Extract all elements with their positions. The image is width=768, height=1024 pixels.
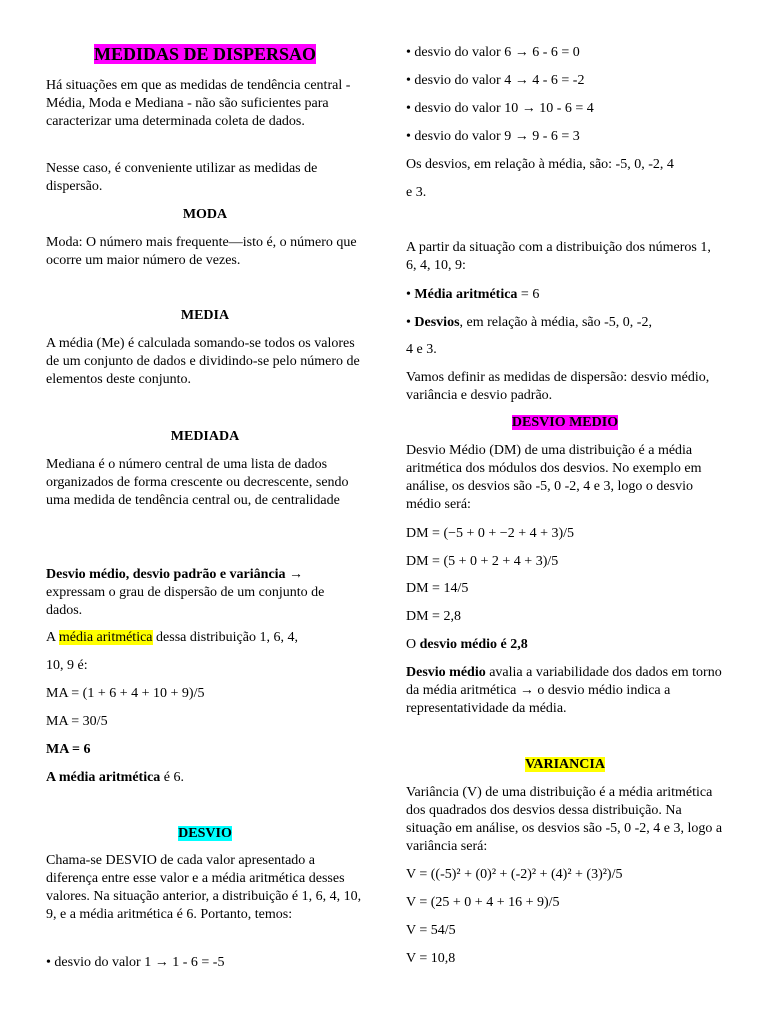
ma-equation-3: MA = 6 — [46, 742, 91, 757]
bullet-desvios — [406, 314, 724, 332]
intro-paragraph-1: Há situações em que as medidas de tendência central - Média, Moda e Mediana - não são suficientes para caracterizar uma determinada coleta de dados. — [46, 78, 351, 129]
variancia-heading-wrap — [406, 756, 724, 774]
bullet-glyph: • — [406, 315, 415, 330]
dm-result-bold: desvio médio é 2,8 — [419, 637, 528, 652]
bullet-desvios-rest: , em relação à média, são -5, 0, -2, — [459, 315, 652, 330]
ma-intro-pre: A — [46, 630, 59, 645]
mediada-paragraph: Mediana é o número central de uma lista de dados organizados de forma crescente ou decrescente, sendo uma medida de tendência central ou, de centralidade — [46, 457, 349, 508]
intro-paragraph-2: Nesse caso, é conveniente utilizar as medidas de dispersão. — [46, 161, 318, 194]
bullet-ma-bold: Média aritmética — [414, 287, 518, 302]
desvio-paragraph: Chama-se DESVIO de cada valor apresentado a diferença entre esse valor e a média aritmética desses valores. Na situação anterior, a distribuição é 1, 6, 4, 10, 9, e a média aritmética é 6. Portanto, temos: — [46, 853, 362, 922]
var-equation-2: V = (25 + 0 + 4 + 16 + 9)/5 — [406, 895, 560, 910]
moda-paragraph: Moda: O número mais frequente—isto é, o número que ocorre um maior número de vezes. — [46, 235, 357, 268]
desvio-medio-heading-wrap — [406, 414, 724, 432]
var-equation-1: V = ((-5)² + (0)² + (-2)² + (4)² + (3)²)/5 — [406, 867, 623, 882]
dm-avalia-rest: avalia a variabilidade dos dados em torno da média aritmética → o desvio médio indica a representatividade da média. — [406, 665, 722, 716]
document-title-wrap — [46, 43, 364, 66]
var-equation-3: V = 54/5 — [406, 923, 456, 938]
bullet-glyph: • — [406, 287, 415, 302]
dm-equation-2: DM = (5 + 0 + 2 + 4 + 3)/5 — [406, 554, 559, 569]
desvio-item-4: • desvio do valor 4 → 4 - 6 = -2 — [406, 73, 585, 88]
dm-paragraph: Desvio Médio (DM) de uma distribuição é a média aritmética dos módulos dos desvios. No exemplo em análise, os desvios são -5, 0 -2, 4 e 3, logo o desvio médio será: — [406, 443, 702, 512]
ma-intro-cont: 10, 9 é: — [46, 658, 88, 673]
bullet-desvios-bold: Desvios — [414, 315, 460, 330]
desvios-summary: Os desvios, em relação à média, são: -5, 0, -2, 4 — [406, 157, 674, 172]
ma-intro-post: dessa distribuição 1, 6, 4, — [152, 630, 298, 645]
dm-equation-3: DM = 14/5 — [406, 581, 469, 596]
media-heading: MEDIA — [180, 308, 230, 323]
bullet-media-aritmetica — [406, 286, 724, 304]
bullet-desvios-cont: 4 e 3. — [406, 342, 437, 357]
bullet-ma-rest: = 6 — [517, 287, 540, 302]
ma-equation-1: MA = (1 + 6 + 4 + 10 + 9)/5 — [46, 686, 205, 701]
ma-intro-line — [46, 629, 364, 647]
ma-result-rest: é 6. — [160, 770, 185, 785]
dm-equation-1: DM = (−5 + 0 + −2 + 4 + 3)/5 — [406, 526, 575, 541]
var-equation-4: V = 10,8 — [406, 951, 456, 966]
dm-result — [406, 636, 724, 654]
desvio-item-1: • desvio do valor 1 → 1 - 6 = -5 — [46, 955, 225, 970]
variancia-heading: VARIANCIA — [525, 757, 605, 772]
dm-equation-4: DM = 2,8 — [406, 609, 461, 624]
ma-equation-2: MA = 30/5 — [46, 714, 108, 729]
dm-avalia-bold: Desvio médio — [406, 665, 486, 680]
desvio-item-6: • desvio do valor 6 → 6 - 6 = 0 — [406, 45, 580, 60]
desvio-item-9: • desvio do valor 9 → 9 - 6 = 3 — [406, 129, 580, 144]
ma-result — [46, 769, 364, 787]
situacao-paragraph: A partir da situação com a distribuição dos números 1, 6, 4, 10, 9: — [406, 240, 711, 273]
desvio-heading-wrap — [46, 825, 364, 843]
dm-avalia-paragraph — [406, 664, 724, 718]
desvio-medio-heading: DESVIO MEDIO — [511, 415, 619, 430]
desvio-intro-rest: expressam o grau de dispersão de um conjunto de dados. — [46, 585, 325, 618]
mediada-heading: MEDIADA — [170, 429, 240, 444]
ma-result-bold: A média aritmética — [46, 770, 161, 785]
ma-highlight: média aritmética — [58, 630, 153, 645]
desvio-intro-paragraph — [46, 566, 364, 620]
desvio-intro-bold: Desvio médio, desvio padrão e variância → — [46, 567, 304, 582]
desvios-summary-cont: e 3. — [406, 185, 427, 200]
media-paragraph: A média (Me) é calculada somando-se todos os valores de um conjunto de dados e dividindo-se pelo número de elementos deste conjunto. — [46, 336, 360, 387]
dm-result-pre: O — [406, 637, 420, 652]
document-title: MEDIDAS DE DISPERSAO — [93, 44, 317, 64]
desvio-item-10: • desvio do valor 10 → 10 - 6 = 4 — [406, 101, 594, 116]
definir-paragraph: Vamos definir as medidas de dispersão: desvio médio, variância e desvio padrão. — [406, 370, 710, 403]
moda-heading: MODA — [182, 207, 228, 222]
desvio-heading: DESVIO — [178, 826, 232, 841]
variancia-paragraph: Variância (V) de uma distribuição é a média aritmética dos quadrados dos desvios dessa distribuição. Na situação em análise, os desvios são -5, 0 -2, 4 e 3, logo a variância será: — [406, 785, 723, 854]
